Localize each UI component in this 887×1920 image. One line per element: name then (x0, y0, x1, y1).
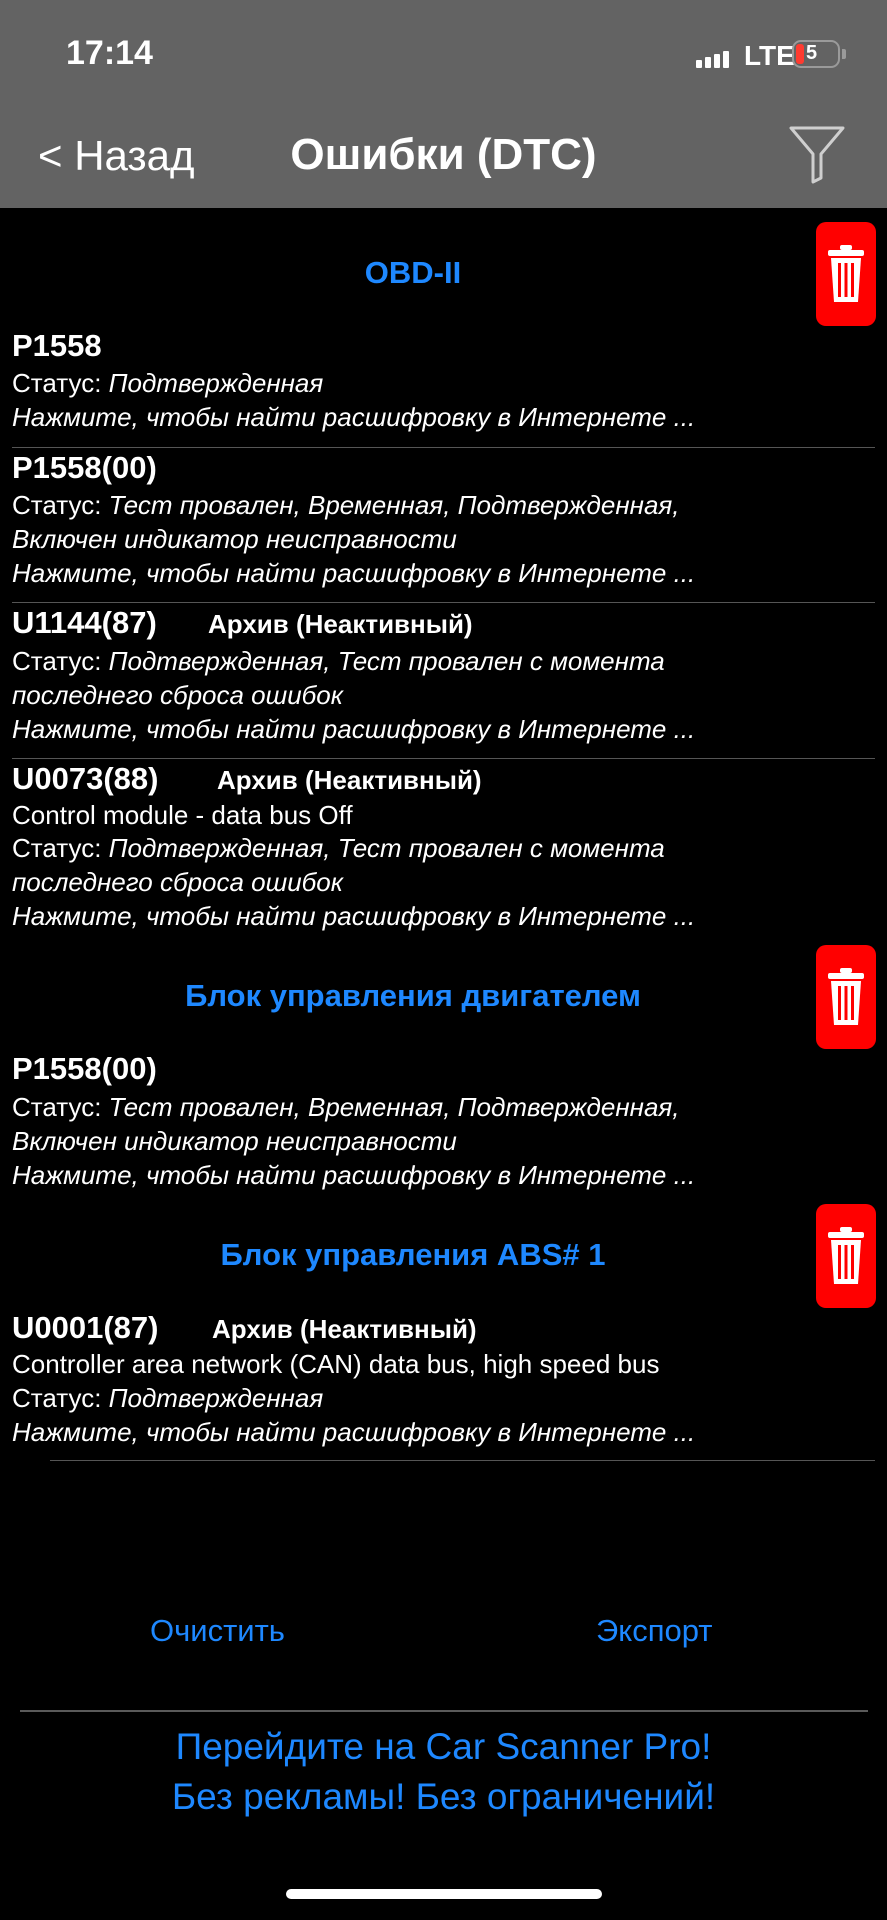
dtc-status: Статус: Подтвержденная (12, 1383, 324, 1413)
clear-button[interactable]: Очистить (150, 1613, 285, 1648)
section-title-obd2: OBD-II (364, 255, 462, 290)
trash-icon (827, 967, 865, 1027)
dtc-description: Control module - data bus Off (12, 800, 353, 830)
network-type: LTE (744, 40, 795, 71)
dtc-description: Controller area network (CAN) data bus, high speed bus (12, 1349, 660, 1379)
dtc-status: Статус: Тест провален, Временная, Подтвержденная, (12, 1092, 680, 1122)
status-time: 17:14 (66, 34, 153, 72)
battery-tip (842, 49, 846, 59)
lookup-hint[interactable]: Нажмите, чтобы найти расшифровку в Интернете ... (12, 714, 696, 744)
dtc-status: Статус: Подтвержденная (12, 368, 324, 398)
lookup-hint[interactable]: Нажмите, чтобы найти расшифровку в Интернете ... (12, 402, 696, 432)
promo-line-2: Без рекламы! Без ограничений! (171, 1776, 716, 1817)
archive-badge: Архив (Неактивный) (212, 1314, 477, 1344)
dtc-code[interactable]: P1558(00) (12, 450, 157, 485)
section-title-abs: Блок управления ABS# 1 (220, 1237, 606, 1272)
dtc-code[interactable]: U0001(87) (12, 1310, 159, 1345)
dtc-status-continued: Включен индикатор неисправности (12, 524, 457, 554)
delete-engine-button[interactable] (816, 945, 876, 1049)
dtc-status: Статус: Подтвержденная, Тест провален с момента (12, 646, 665, 676)
section-title-engine: Блок управления двигателем (185, 978, 641, 1013)
dtc-status: Статус: Подтвержденная, Тест провален с момента (12, 833, 665, 863)
dtc-code[interactable]: P1558(00) (12, 1051, 157, 1086)
lookup-hint[interactable]: Нажмите, чтобы найти расшифровку в Интернете ... (12, 1160, 696, 1190)
archive-badge: Архив (Неактивный) (208, 609, 473, 639)
pro-upgrade-banner[interactable] (0, 1722, 887, 1822)
lookup-hint[interactable]: Нажмите, чтобы найти расшифровку в Интернете ... (12, 558, 696, 588)
filter-icon[interactable] (788, 124, 846, 186)
trash-icon (827, 244, 865, 304)
divider (12, 602, 875, 603)
back-button[interactable]: < Назад (38, 132, 195, 179)
divider (20, 1710, 868, 1712)
divider (50, 1460, 875, 1461)
lookup-hint[interactable]: Нажмите, чтобы найти расшифровку в Интернете ... (12, 1417, 696, 1447)
dtc-code[interactable]: U1144(87) (12, 605, 157, 640)
dtc-status-continued: Включен индикатор неисправности (12, 1126, 457, 1156)
dtc-code[interactable]: P1558 (12, 328, 102, 363)
export-button[interactable]: Экспорт (596, 1613, 713, 1648)
lookup-hint[interactable]: Нажмите, чтобы найти расшифровку в Интернете ... (12, 901, 696, 931)
promo-line-1: Перейдите на Car Scanner Pro! (175, 1726, 712, 1767)
dtc-status-continued: последнего сброса ошибок (12, 867, 344, 897)
home-indicator[interactable] (286, 1889, 602, 1899)
delete-obd2-button[interactable] (816, 222, 876, 326)
dtc-status: Статус: Тест провален, Временная, Подтвержденная, (12, 490, 680, 520)
delete-abs-button[interactable] (816, 1204, 876, 1308)
dtc-code[interactable]: U0073(88) (12, 761, 159, 796)
page-title: Ошибки (DTC) (290, 130, 597, 179)
signal-strength-icon (696, 48, 736, 68)
battery-icon (792, 40, 840, 68)
trash-icon (827, 1226, 865, 1286)
dtc-status-continued: последнего сброса ошибок (12, 680, 344, 710)
archive-badge: Архив (Неактивный) (217, 765, 482, 795)
divider (12, 758, 875, 759)
divider (12, 447, 875, 448)
battery-level: 5 (806, 42, 818, 64)
